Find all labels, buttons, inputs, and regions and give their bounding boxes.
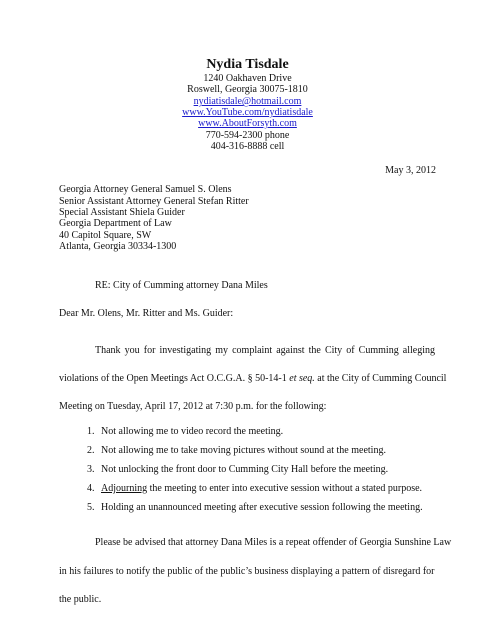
para1-line: Meeting on Tuesday, April 17, 2012 at 7:30 p.m. for the following: [59, 401, 327, 412]
re-line: RE: City of Cumming attorney Dana Miles [95, 280, 268, 291]
sender-email-link[interactable]: nydiatisdale@hotmail.com [193, 96, 302, 107]
para2-line: Please be advised that attorney Dana Miles is a repeat offender of Georgia Sunshine Law [95, 537, 452, 548]
sender-youtube-link[interactable]: www.YouTube.com/nydiatisdale [182, 107, 313, 118]
para2-line: in his failures to notify the public of the public’s business displaying a pattern of disregard for [59, 566, 435, 577]
sender-cell: 404-316-8888 cell [210, 141, 285, 152]
list-item: 4. Adjourning the meeting to enter into executive session without a stated purpose. [87, 483, 423, 494]
sender-name: Nydia Tisdale [206, 57, 289, 72]
para1-line: violations of the Open Meetings Act O.C.G.A. § 50-14-1 et seq. at the City of Cumming Council [59, 373, 447, 384]
sender-phone: 770-594-2300 phone [205, 130, 290, 141]
recipient-line: Georgia Department of Law [59, 218, 172, 229]
salutation: Dear Mr. Olens, Mr. Ritter and Ms. Guider: [59, 308, 234, 319]
recipient-line: Georgia Attorney General Samuel S. Olens [59, 184, 232, 195]
sender-website-link[interactable]: www.AboutForsyth.com [198, 118, 297, 129]
recipient-line: Senior Assistant Attorney General Stefan Ritter [59, 196, 249, 207]
letter-date: May 3, 2012 [385, 165, 436, 176]
list-item: 3. Not unlocking the front door to Cumming City Hall before the meeting. [87, 464, 389, 475]
para2-line: the public. [59, 594, 102, 605]
list-item: 5. Holding an unannounced meeting after executive session following the meeting. [87, 502, 423, 513]
sender-city: Roswell, Georgia 30075-1810 [187, 84, 308, 95]
recipient-line: Special Assistant Shiela Guider [59, 207, 185, 218]
list-item: 2. Not allowing me to take moving pictures without sound at the meeting. [87, 445, 386, 456]
para1-line: Thank you for investigating my complaint against the City of Cumming alleging [95, 345, 435, 356]
recipient-line: 40 Capitol Square, SW [59, 230, 152, 241]
sender-street: 1240 Oakhaven Drive [203, 73, 292, 84]
list-item: 1. Not allowing me to video record the meeting. [87, 426, 284, 437]
recipient-line: Atlanta, Georgia 30334-1300 [59, 241, 177, 252]
